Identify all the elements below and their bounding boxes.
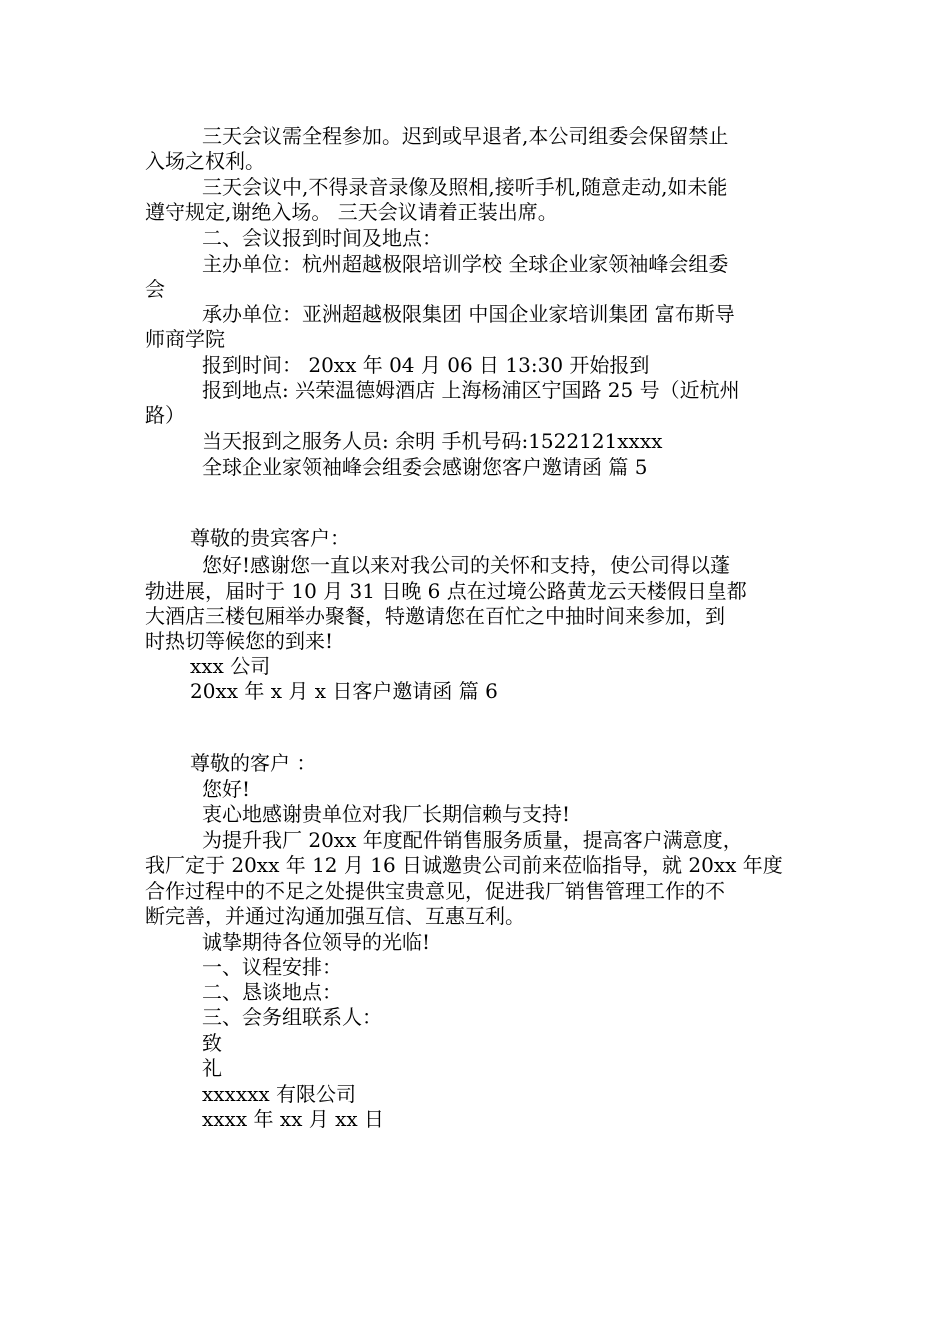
text-line: 路） [145,403,185,427]
text-line: 时热切等候您的到来! [145,629,334,653]
salutation: 尊敬的贵宾客户： [190,526,350,550]
text-line: 报到时间： 20xx 年 04 月 06 日 13:30 开始报到 [202,353,650,377]
text-line: 当天报到之服务人员: 余明 手机号码:1522121xxxx [202,429,663,453]
text-line: 您好! [202,777,251,801]
text-line: 衷心地感谢贵单位对我厂长期信赖与支持! [202,802,571,826]
text-line: 大酒店三楼包厢举办聚餐，特邀请您在百忙之中抽时间来参加，到 [145,604,725,628]
text-line: 三天会议需全程参加。迟到或早退者,本公司组委会保留禁止 [202,124,729,148]
text-line: 入场之权利。 [145,149,265,173]
list-item: 一、议程安排： [202,955,342,979]
text-line: 主办单位：杭州超越极限培训学校 全球企业家领袖峰会组委 [202,252,729,276]
section-heading: 二、会议报到时间及地点： [202,226,442,250]
text-line: 三天会议中,不得录音录像及照相,接听手机,随意走动,如未能 [202,175,728,199]
signature-company: xxxxxx 有限公司 [202,1082,357,1106]
signature-date: xxxx 年 xx 月 xx 日 [202,1107,385,1131]
section-title: 20xx 年 x 月 x 日客户邀请函 篇 6 [190,679,498,703]
section-title: 全球企业家领袖峰会组委会感谢您客户邀请函 篇 5 [202,455,648,479]
list-item: 二、恳谈地点： [202,980,342,1004]
text-line: 遵守规定,谢绝入场。 三天会议请着正装出席。 [145,200,558,224]
text-line: 为提升我厂 20xx 年度配件销售服务质量，提高客户满意度， [202,828,743,852]
text-line: 报到地点: 兴荣温德姆酒店 上海杨浦区宁国路 25 号（近杭州 [202,378,740,402]
text-line: 承办单位：亚洲超越极限集团 中国企业家培训集团 富布斯导 [202,302,735,326]
text-line: 师商学院 [145,327,225,351]
list-item: 三、会务组联系人： [202,1005,382,1029]
signature-company: xxx 公司 [190,654,271,678]
text-line: 断完善，并通过沟通加强互信、互惠互利。 [145,904,525,928]
text-line: 勃进展，届时于 10 月 31 日晚 6 点在过境公路黄龙云天楼假日皇都 [145,579,747,603]
text-line: 我厂定于 20xx 年 12 月 16 日诚邀贵公司前来莅临指导，就 20xx 年度 [145,853,783,877]
salutation: 尊敬的客户 ： [190,751,317,775]
text-line: 诚挚期待各位领导的光临! [202,930,431,954]
closing: 礼 [202,1056,222,1080]
closing: 致 [202,1031,222,1055]
text-line: 合作过程中的不足之处提供宝贵意见，促进我厂销售管理工作的不 [145,879,725,903]
text-line: 您好!感谢您一直以来对我公司的关怀和支持，使公司得以蓬 [202,553,731,577]
text-line: 会 [145,277,165,301]
